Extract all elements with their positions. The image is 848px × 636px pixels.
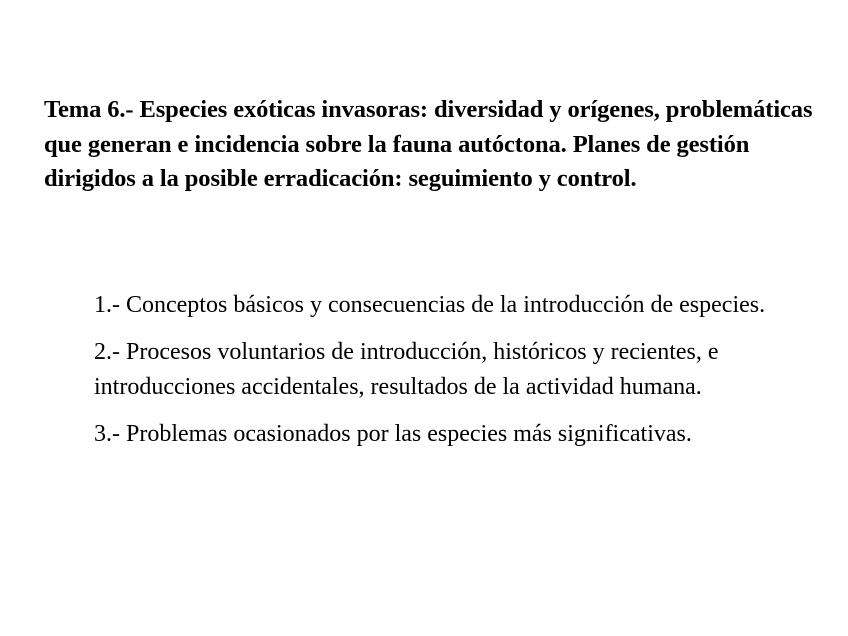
list-item: 1.- Conceptos básicos y consecuencias de la introducción de especies.: [94, 292, 766, 318]
slide-title: Tema 6.- Especies exóticas invasoras: diversidad y orígenes, problemáticas que generan e incidencia sobre la fauna autóctona. Planes de gestión dirigidos a la posible erradicación: seguimiento y control.: [44, 96, 813, 192]
list-item: 3.- Problemas ocasionados por las especies más significativas.: [94, 421, 692, 447]
list-item: 2.- Procesos voluntarios de introducción, históricos y recientes, e introducciones accidentales, resultados de la actividad humana.: [94, 339, 719, 400]
topic-list: [94, 288, 784, 464]
